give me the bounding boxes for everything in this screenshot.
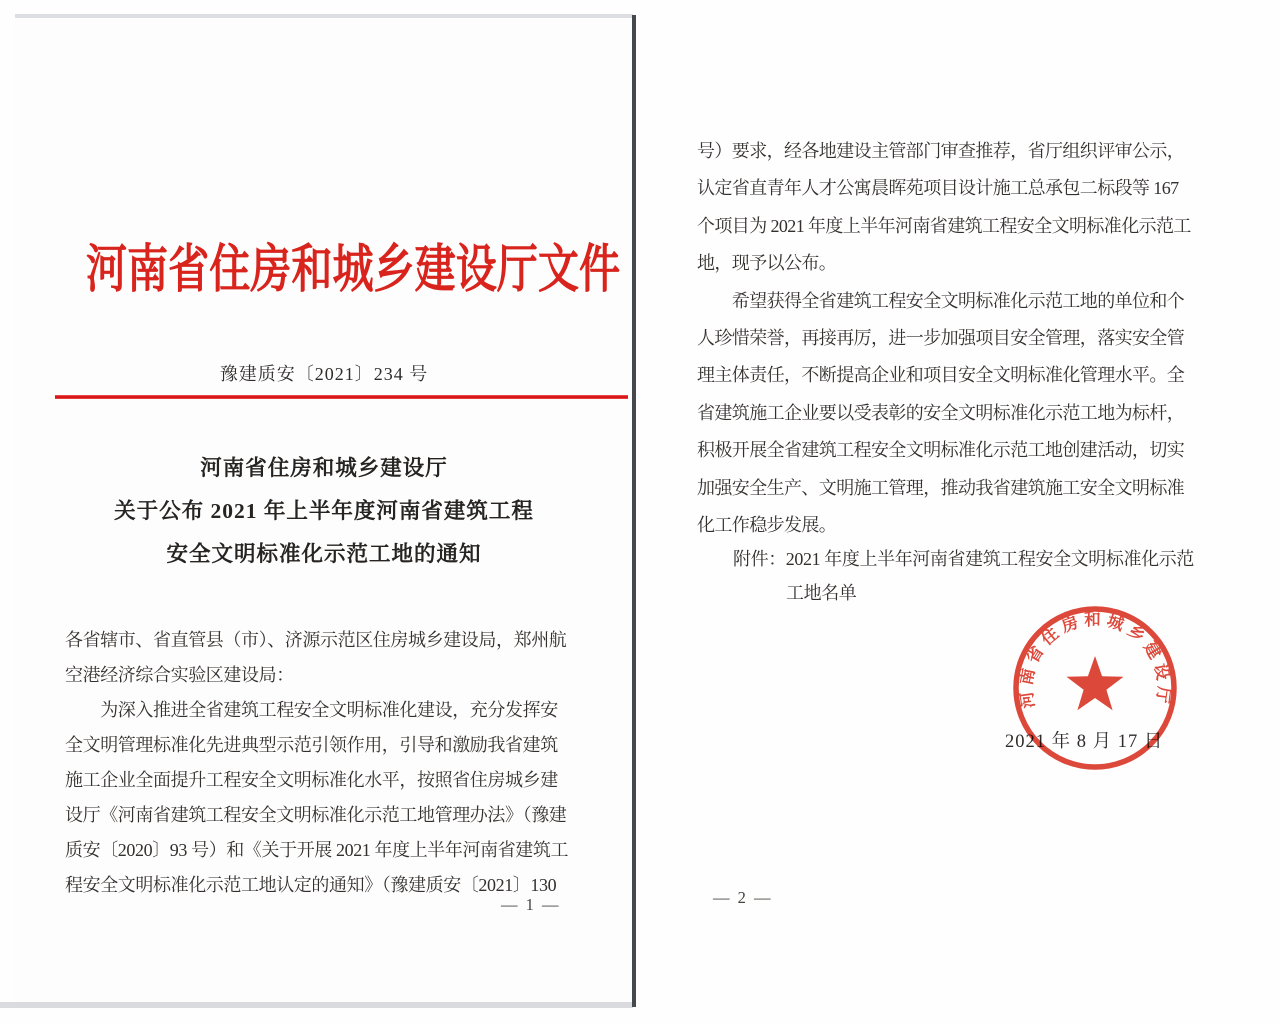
body-line: 认定省直青年人才公寓晨晖苑项目设计施工总承包二标段等 167 [697, 178, 1179, 199]
seal-star-icon [1067, 656, 1124, 710]
page1-top-edge-shadow [15, 14, 633, 18]
letterhead-text: 河南省住房和城乡建设厅文件 [85, 242, 621, 299]
page1-body-text [65, 623, 605, 903]
attachment-line-2: 工地名单 [786, 583, 857, 603]
page1-right-edge-shadow [632, 15, 636, 1007]
body-line: 为深入推进全省建筑工程安全文明标准化建设，充分发挥安 [65, 700, 558, 720]
body-line: 施工企业全面提升工程安全文明标准化水平，按照省住房城乡建 [65, 770, 558, 790]
body-line: 各省辖市、省直管县（市）、济源示范区住房城乡建设局，郑州航 [65, 630, 567, 650]
body-line: 希望获得全省建筑工程安全文明标准化示范工地的单位和个 [697, 290, 1185, 311]
title-line: 关于公布 2021 年上半年度河南省建筑工程 [114, 499, 534, 523]
page2-body-text [697, 133, 1237, 544]
body-line: 省建筑施工企业要以受表彰的安全文明标准化示范工地为标杆， [697, 402, 1185, 423]
body-line: 空港经济综合实验区建设局： [65, 665, 294, 685]
agency-letterhead [15, 242, 633, 299]
body-line: 积极开展全省建筑工程安全文明标准化示范工地创建活动，切实 [697, 440, 1185, 461]
body-line: 全文明管理标准化先进典型示范引领作用，引导和激励我省建筑 [65, 735, 558, 755]
seal-text: 河南省住房和城乡建设厅 [1016, 609, 1174, 710]
body-line: 加强安全生产、文明施工管理，推动我省建筑施工安全文明标准 [697, 477, 1185, 498]
body-line: 质安〔2020〕93 号）和《关于开展 2021 年度上半年河南省建筑工 [65, 840, 569, 860]
body-line: 设厅《河南省建筑工程安全文明标准化示范工地管理办法》（豫建 [65, 805, 567, 825]
page1-number: — 1 — [501, 895, 561, 914]
page-2 [637, 0, 1280, 1024]
body-line: 个项目为 2021 年度上半年河南省建筑工程安全文明标准化示范工 [697, 215, 1191, 236]
issue-date: 2021 年 8 月 17 日 [1005, 732, 1164, 752]
document-title [15, 447, 633, 576]
body-line: 理主体责任，不断提高企业和项目安全文明标准化管理水平。全 [697, 365, 1185, 386]
title-line: 安全文明标准化示范工地的通知 [166, 542, 482, 566]
attachment-line-1: 附件：2021 年度上半年河南省建筑工程安全文明标准化示范 [733, 549, 1194, 569]
red-divider-rule [55, 395, 628, 399]
page-1 [15, 16, 633, 1008]
title-line: 河南省住房和城乡建设厅 [200, 456, 448, 480]
body-line: 号）要求，经各地建设主管部门审查推荐，省厅组织评审公示， [697, 141, 1185, 161]
page1-bottom-edge-shadow [0, 1002, 633, 1008]
page2-number: — 2 — [713, 888, 773, 907]
body-line: 程安全文明标准化示范工地认定的通知》（豫建质安〔2021〕130 [65, 875, 557, 895]
document-number: 豫建质安〔2021〕234 号 [219, 364, 429, 384]
body-line: 地，现予以公布。 [697, 253, 837, 274]
official-seal [1000, 593, 1190, 783]
body-line: 化工作稳步发展。 [697, 515, 837, 536]
body-line: 人珍惜荣誉，再接再厉，进一步加强项目安全管理，落实安全管 [697, 328, 1185, 349]
